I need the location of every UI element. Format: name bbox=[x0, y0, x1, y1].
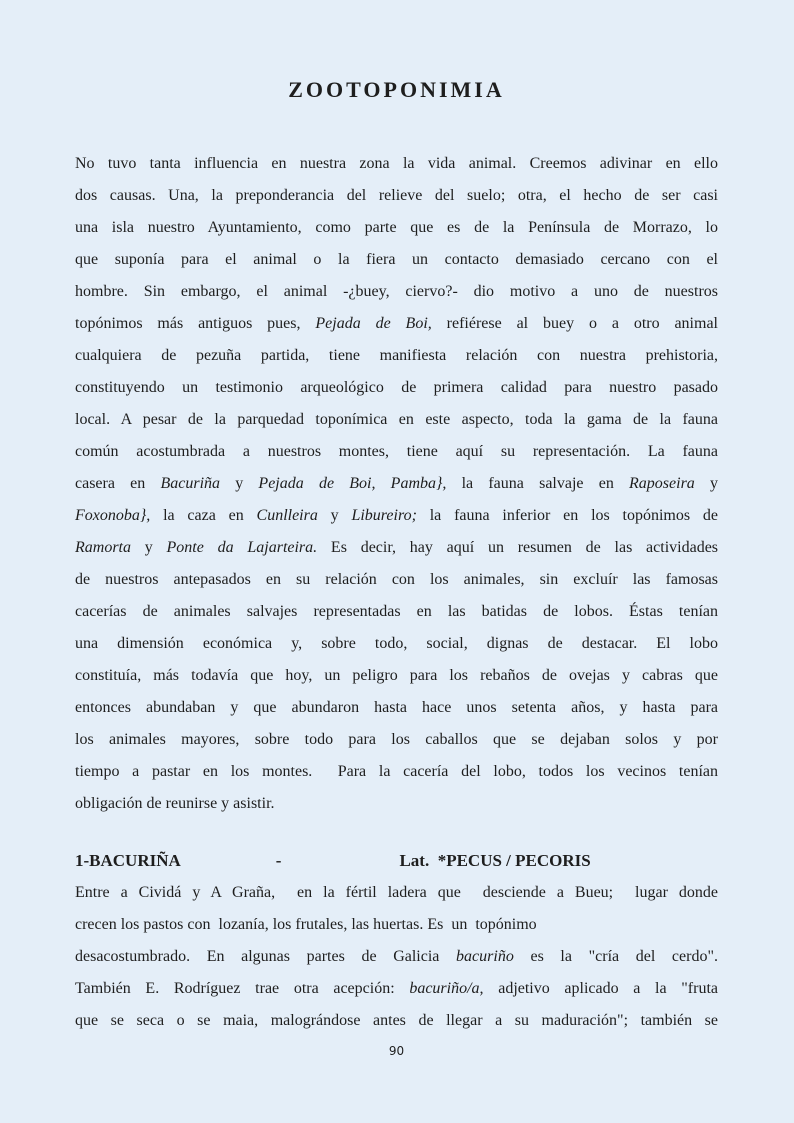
text-line bbox=[75, 877, 718, 909]
text-line bbox=[75, 564, 718, 596]
text-line bbox=[75, 244, 718, 276]
text-line bbox=[75, 148, 718, 180]
text-line bbox=[75, 660, 718, 692]
toponym-italic: Pejada de Boi, Pamba}, bbox=[258, 475, 447, 492]
text-line bbox=[75, 180, 718, 212]
section-body-paragraph bbox=[75, 877, 718, 1037]
page-title: ZOOTOPONIMIA bbox=[288, 77, 505, 102]
text-line bbox=[75, 973, 718, 1005]
text-line bbox=[75, 308, 718, 340]
toponym-italic: Cunlleira bbox=[256, 507, 318, 524]
text-segment: cacerías de animales salvajes representadas en las batidas de lobos. Éstas tenían bbox=[75, 603, 718, 620]
text-segment: es la "cría del cerdo". bbox=[513, 948, 718, 965]
toponym-italic: Ramorta bbox=[75, 539, 131, 556]
toponym-italic: Raposeira bbox=[629, 475, 695, 492]
toponym-italic: Ponte da Lajarteira. bbox=[166, 539, 318, 556]
text-line bbox=[75, 500, 718, 532]
text-line bbox=[75, 1005, 718, 1037]
section-heading bbox=[75, 845, 718, 877]
text-line bbox=[75, 628, 718, 660]
section-heading-etymology: Lat. *PECUS / PECORIS bbox=[399, 851, 591, 870]
text-line bbox=[75, 532, 718, 564]
toponym-italic: Foxonoba}, bbox=[75, 507, 151, 524]
text-line bbox=[75, 372, 718, 404]
text-segment: los animales mayores, sobre todo para los caballos que se dejaban solos y por bbox=[75, 731, 718, 748]
text-segment: una dimensión económica y, sobre todo, social, dignas de destacar. El lobo bbox=[75, 635, 718, 652]
text-segment: y bbox=[220, 475, 259, 492]
text-segment: la caza en bbox=[150, 507, 257, 524]
text-line bbox=[75, 436, 718, 468]
text-line bbox=[75, 909, 718, 941]
text-segment: desacostumbrado. En algunas partes de Galicia bbox=[75, 948, 457, 965]
toponym-italic: Bacuriña bbox=[160, 475, 221, 492]
text-line bbox=[75, 756, 718, 788]
text-segment: tiempo a pastar en los montes. Para la cacería del lobo, todos los vecinos tenían bbox=[75, 763, 718, 780]
text-segment: refiérese al buey o a otro animal bbox=[431, 315, 718, 332]
text-segment: una isla nuestro Ayuntamiento, como parte que es de la Península de Morrazo, lo bbox=[75, 219, 718, 236]
text-segment: Es decir, hay aquí un resumen de las actividades bbox=[317, 539, 719, 556]
text-segment: local. A pesar de la parquedad toponímica en este aspecto, toda la gama de la fauna bbox=[75, 411, 718, 428]
text-segment: dos causas. Una, la preponderancia del relieve del suelo; otra, el hecho de ser casi bbox=[75, 187, 718, 204]
page-number: 90 bbox=[388, 1044, 405, 1058]
text-segment: adjetivo aplicado a la "fruta bbox=[483, 980, 718, 997]
text-segment: obligación de reunirse y asistir. bbox=[75, 795, 275, 812]
text-line bbox=[75, 468, 718, 500]
text-segment: la fauna inferior en los topónimos de bbox=[416, 507, 718, 524]
text-line bbox=[75, 692, 718, 724]
text-segment: constituía, más todavía que hoy, un peligro para los rebaños de ovejas y cabras que bbox=[75, 667, 718, 684]
text-segment: constituyendo un testimonio arqueológico de primera calidad para nuestro pasado bbox=[75, 379, 718, 396]
text-segment: No tuvo tanta influencia en nuestra zona la vida animal. Creemos adivinar en ello bbox=[75, 155, 718, 172]
text-segment: topónimos más antiguos pues, bbox=[75, 315, 316, 332]
text-segment: cualquiera de pezuña partida, tiene manifiesta relación con nuestra prehistoria, bbox=[75, 347, 718, 364]
text-segment: y bbox=[131, 539, 167, 556]
toponym-italic: bacuriño/a, bbox=[409, 980, 484, 997]
text-segment: También E. Rodríguez trae otra acepción: bbox=[75, 980, 410, 997]
toponym-italic: Libureiro; bbox=[351, 507, 417, 524]
text-segment: que se seca o se maia, malográndose antes de llegar a su maduración"; también se bbox=[75, 1012, 718, 1029]
text-segment: y bbox=[694, 475, 719, 492]
text-line bbox=[75, 596, 718, 628]
section-heading-name: 1-BACURIÑA bbox=[75, 851, 181, 870]
text-segment: que suponía para el animal o la fiera un contacto demasiado cercano con el bbox=[75, 251, 718, 268]
text-segment: y bbox=[317, 507, 352, 524]
text-segment: de nuestros antepasados en su relación con los animales, sin excluír las famosas bbox=[75, 571, 718, 588]
toponym-italic: bacuriño bbox=[456, 948, 514, 965]
text-line bbox=[75, 404, 718, 436]
text-segment: casera en bbox=[75, 475, 161, 492]
toponym-italic: Pejada de Boi, bbox=[315, 315, 432, 332]
intro-paragraph bbox=[75, 148, 718, 820]
text-segment: crecen los pastos con lozanía, los frutales, las huertas. Es un topónimo bbox=[75, 916, 537, 933]
text-segment: la fauna salvaje en bbox=[446, 475, 630, 492]
text-line bbox=[75, 788, 718, 820]
text-segment: común acostumbrada a nuestros montes, tiene aquí su representación. La fauna bbox=[75, 443, 718, 460]
text-line bbox=[75, 212, 718, 244]
text-segment: entonces abundaban y que abundaron hasta hace unos setenta años, y hasta para bbox=[75, 699, 718, 716]
text-line bbox=[75, 340, 718, 372]
text-line bbox=[75, 276, 718, 308]
text-segment: Entre a Cividá y A Graña, en la fértil ladera que desciende a Bueu; lugar donde bbox=[75, 884, 718, 901]
section-heading-separator: - bbox=[275, 851, 282, 870]
text-segment: hombre. Sin embargo, el animal -¿buey, ciervo?- dio motivo a uno de nuestros bbox=[75, 283, 718, 300]
text-line bbox=[75, 724, 718, 756]
text-line bbox=[75, 941, 718, 973]
